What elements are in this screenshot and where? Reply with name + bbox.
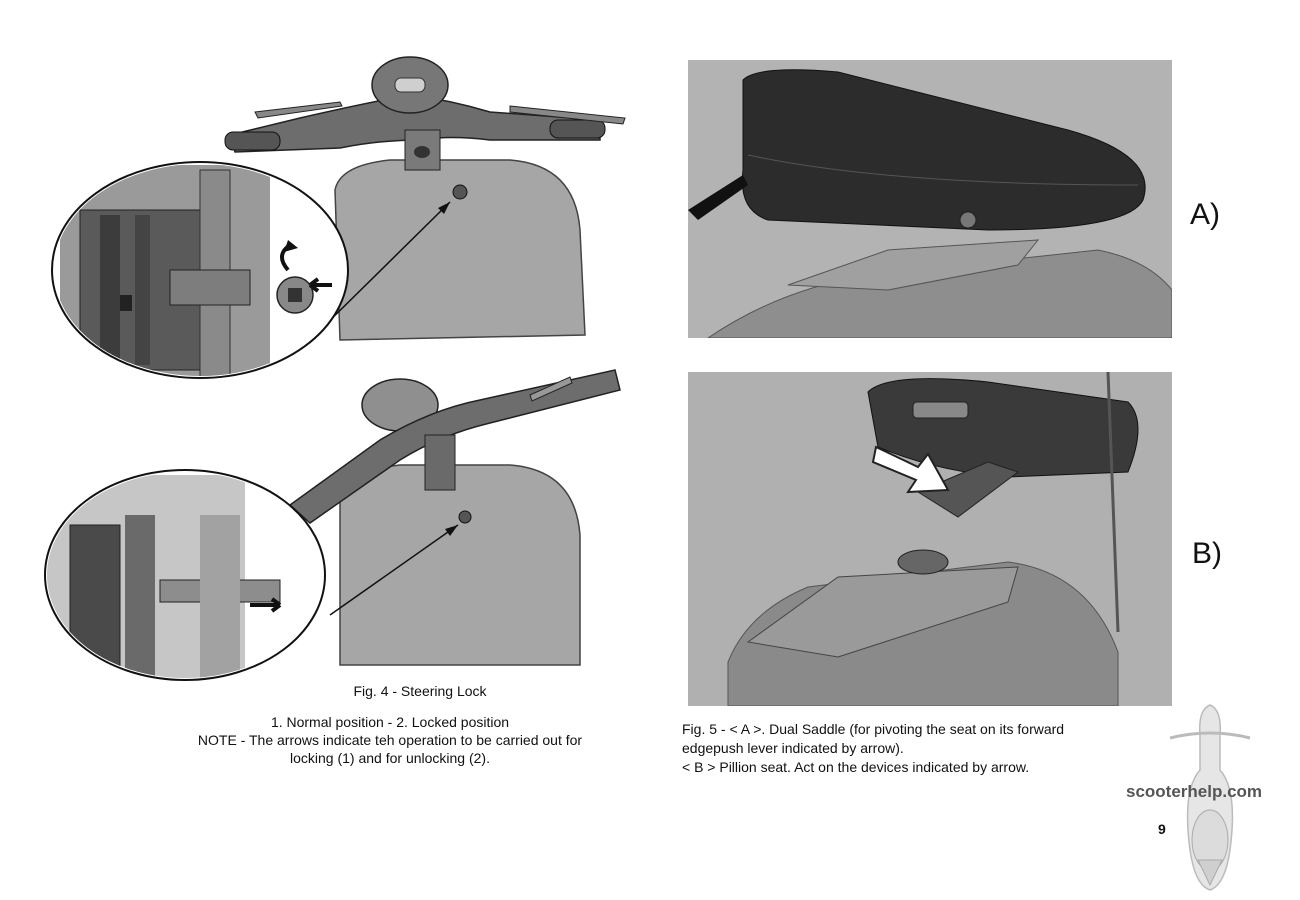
dual-saddle-image [688,60,1172,338]
figure5-line-3: < B > Pillion seat. Act on the devices indicated by arrow. [682,759,1030,775]
figure4-line-3: locking (1) and for unlocking (2). [290,750,490,766]
figure5-line-1: Fig. 5 - < A >. Dual Saddle (for pivoting the seat on its forward [682,721,1065,737]
site-name: scooterhelp.com [1126,782,1263,801]
steering-lock-illustration-top [40,40,640,380]
figure4-caption: Fig. 4 - Steering Lock [353,683,487,699]
label-b: B) [1192,537,1222,570]
dual-saddle-photo [688,60,1172,338]
page-number: 9 [1158,821,1166,837]
label-a: A) [1190,198,1220,231]
pillion-seat-image [688,372,1172,706]
pillion-seat-photo [688,372,1172,706]
steering-lock-illustration-bottom [40,365,640,685]
figure4-line-1: 1. Normal position - 2. Locked position [270,714,510,730]
figure5-line-2: edgepush lever indicated by arrow). [682,740,904,756]
figure4-line-2: NOTE - The arrows indicate teh operation to be carried out for [197,732,583,748]
